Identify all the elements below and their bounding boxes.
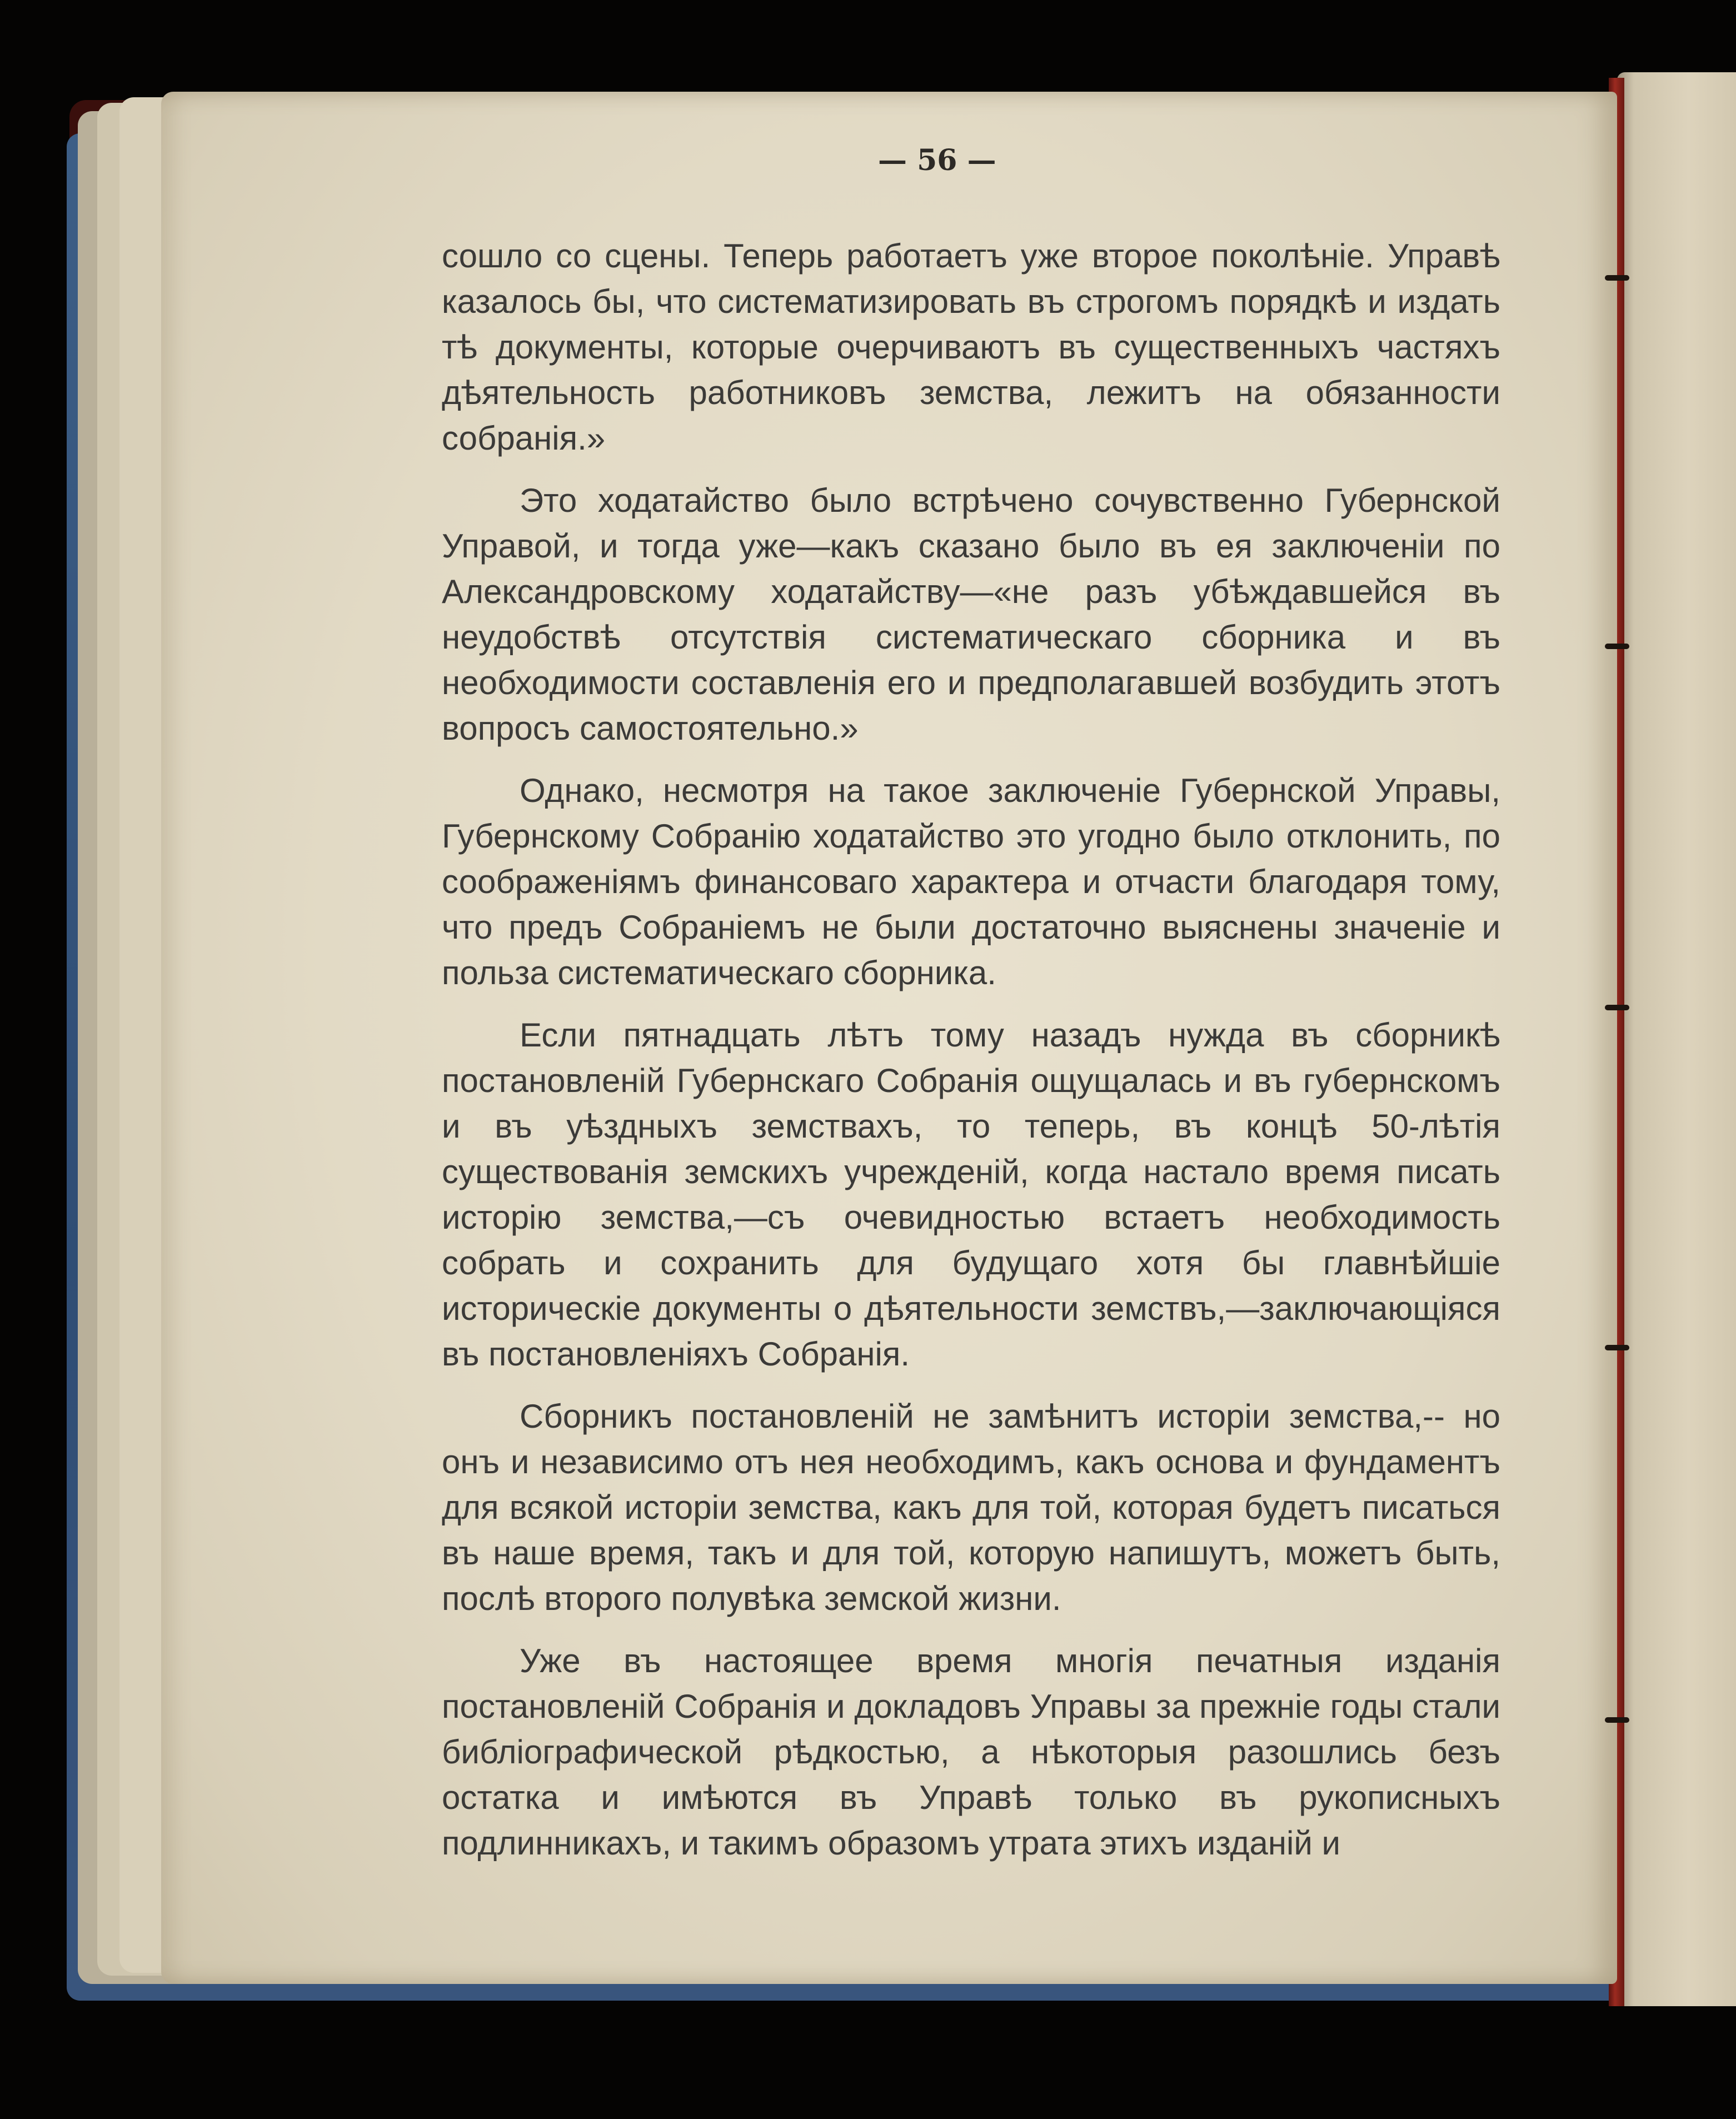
facing-page-edge: [1617, 72, 1736, 2006]
paragraph: Если пятнадцать лѣтъ тому назадъ нужда въ сборникѣ постановленій Губернскаго Собранія ощущалась и въ губернскомъ и въ уѣздныхъ земствахъ, то теперь, въ концѣ 50-лѣтія существованія земскихъ учрежденій, когда настало время писать исторію земства,—съ очевидностью встаетъ необходимость собрать и сохранить для будущаго хотя бы главнѣйшіе историческіе документы о дѣятельности земствъ,—заключающіяся въ постановленіяхъ Собранія.: [442, 1016, 1500, 1373]
page-body: [442, 233, 1500, 1883]
paragraph: Уже въ настоящее время многія печатныя изданія постановленій Собранія и докладовъ Управы за прежніе годы стали библіографической рѣдкостью, а нѣкоторыя разошлись безъ остатка и имѣются въ Управѣ только въ рукописныхъ подлинникахъ, и такимъ образомъ утрата этихъ изданій и: [442, 1642, 1500, 1862]
binding-thread: [1605, 644, 1629, 649]
paragraph: сошло со сцены. Теперь работаетъ уже второе поколѣніе. Управѣ казалось бы, что систематизировать въ строгомъ порядкѣ и издать тѣ документы, которые очерчиваютъ въ существенныхъ частяхъ дѣятельность работниковъ земства, лежитъ на обязанности собранія.»: [442, 237, 1500, 457]
binding-thread: [1605, 1005, 1629, 1010]
paragraph: Сборникъ постановленій не замѣнитъ исторіи земства,-- но онъ и независимо отъ нея необходимъ, какъ основа и фундаментъ для всякой исторіи земства, какъ для той, которая будетъ писаться въ наше время, такъ и для той, которую напишутъ, можетъ быть, послѣ второго полувѣка земской жизни.: [442, 1398, 1500, 1617]
binding-thread: [1605, 275, 1629, 281]
paragraph: Это ходатайство было встрѣчено сочувственно Губернской Управой, и тогда уже—какъ сказано было въ ея заключеніи по Александровскому ходатайству—«не разъ убѣждавшейся въ неудобствѣ отсутствія систематическаго сборника и въ необходимости составленія его и предполагавшей возбудить этотъ вопросъ самостоятельно.»: [442, 482, 1500, 747]
binding-thread: [1605, 1345, 1629, 1350]
binding-thread: [1605, 1717, 1629, 1723]
page-number: — 56 —: [878, 143, 996, 177]
paragraph: Однако, несмотря на такое заключеніе Губернской Управы, Губернскому Собранію ходатайство это угодно было отклонить, по соображеніямъ финансоваго характера и отчасти благодаря тому, что предъ Собраніемъ не были достаточно выяснены значеніе и польза систематическаго сборника.: [442, 772, 1500, 991]
